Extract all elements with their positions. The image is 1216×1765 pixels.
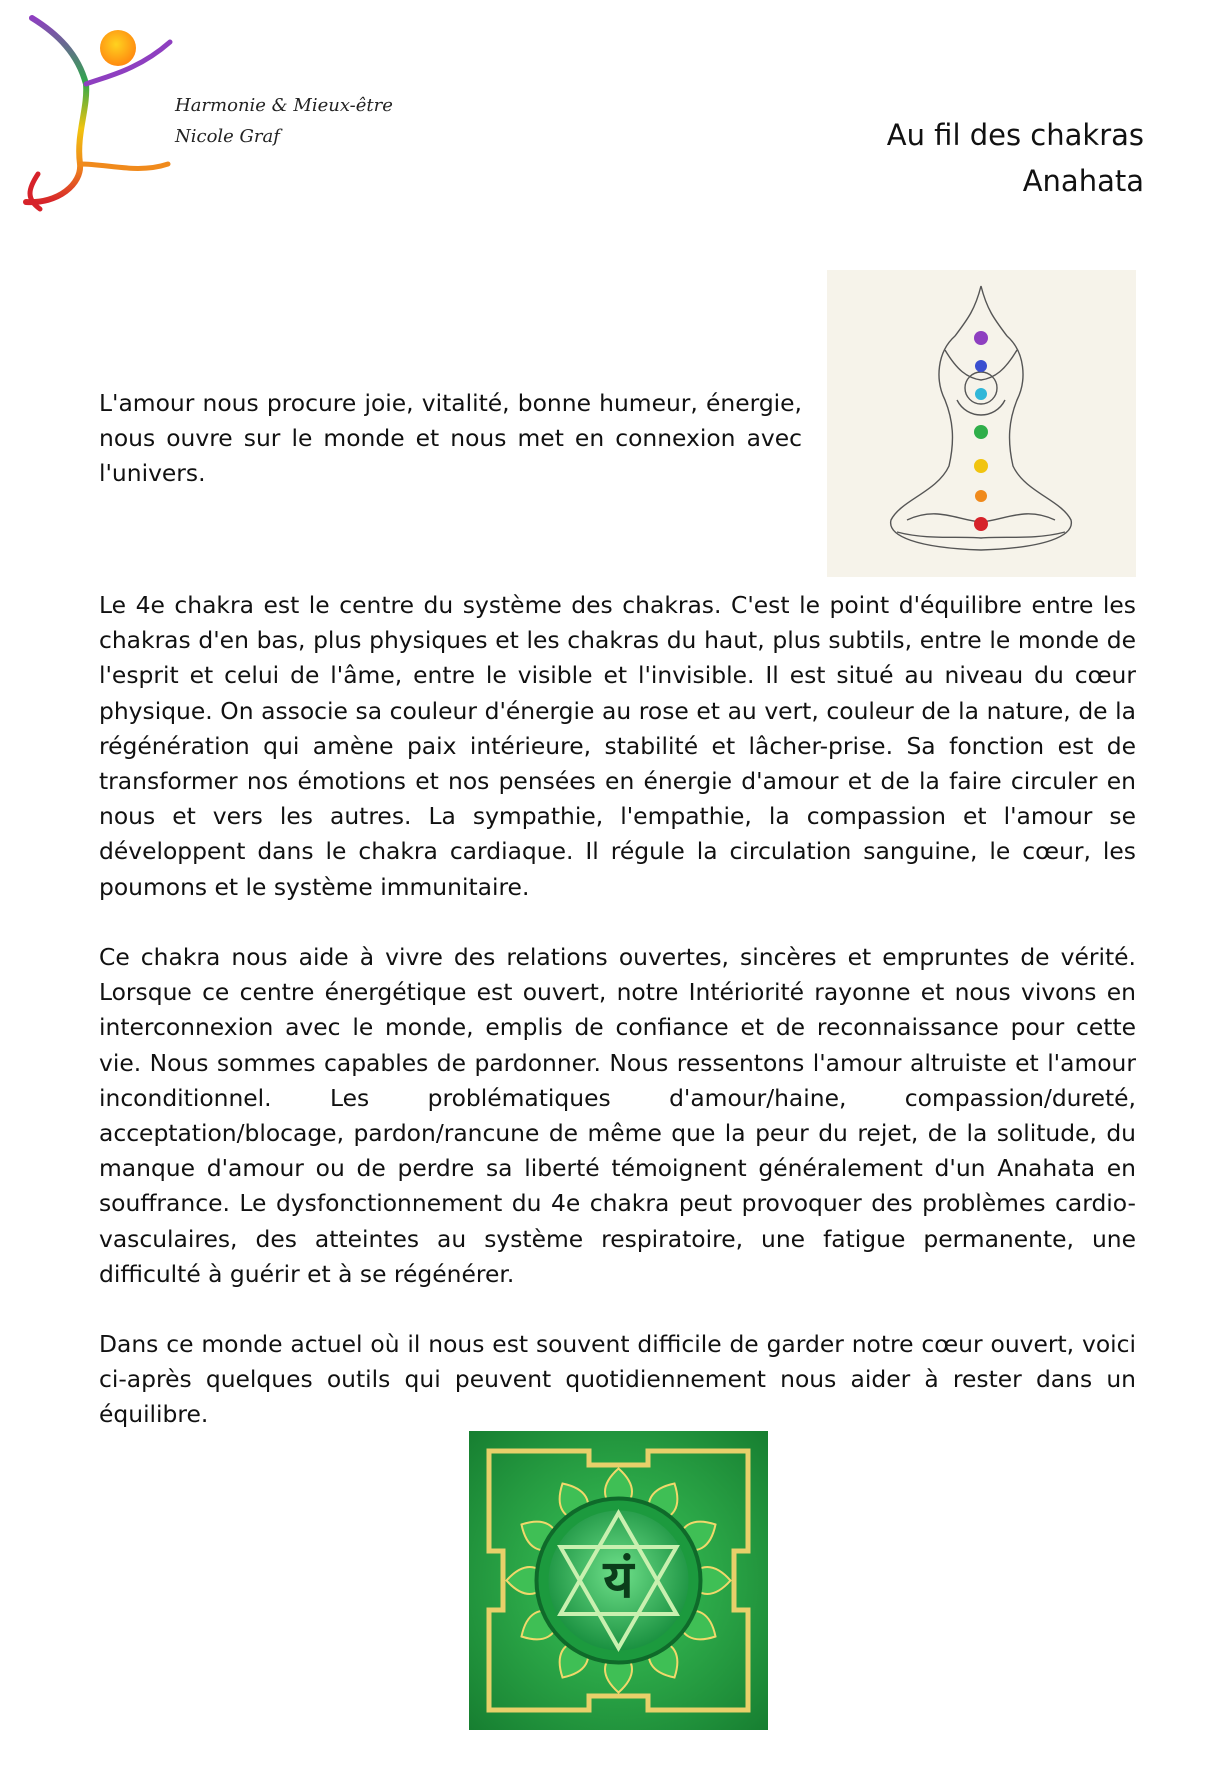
title-block [887,112,1144,204]
page-title: Au fil des chakras [886,118,1144,152]
paragraph-2: Ce chakra nous aide à vivre des relations ouvertes, sincères et empruntes de vérité. Lorsque ce centre énergétique est ouvert, notre Intériorité rayonne et nous vivons en interconnexion avec le monde, emplis de confiance et de reconnaissance pour cette vie. Nous sommes capables de pardonner. Nous ressentons l'amour altruiste et l'amour inconditionnel. Les problématiques d'amour/haine, compassion/dureté, acceptation/blocage, pardon/rancune de même que la peur du rejet, de la solitude, du manque d'amour ou de perdre sa liberté témoignent généralement d'un Anahata en souffrance. Le dysfonctionnement du 4e chakra peut provoquer des problèmes cardio-vasculaires, des atteintes au système respiratoire, une fatigue permanente, une difficulté à guérir et à se régénérer. [99,943,1136,1288]
page-subtitle: Anahata [1022,164,1144,198]
meditation-figure-image [827,270,1136,577]
paragraph-1: Le 4e chakra est le centre du système des chakras. C'est le point d'équilibre entre les chakras d'en bas, plus physiques et les chakras du haut, plus subtils, entre le monde de l'esprit et celui de l'âme, entre le visible et l'invisible. Il est situé au niveau du cœur physique. On associe sa couleur d'énergie au rose et au vert, couleur de la nature, de la régénération qui amène paix intérieure, stabilité et lâcher-prise. Sa fonction est de transformer nos émotions et nos pensées en énergie d'amour et de la faire circuler en nous et vers les autres. La sympathie, l'empathie, la compassion et l'amour se développent dans le chakra cardiaque. Il régule la circulation sanguine, le cœur, les poumons et le système immunitaire. [99,591,1136,901]
logo-dancing-figure [18,14,198,224]
org-name: Harmonie & Mieux-être [175,95,393,116]
mandala-glyph: यं [603,1550,634,1610]
org-block [175,90,393,152]
author-name: Nicole Graf [175,126,280,147]
anahata-mandala-image [469,1431,768,1730]
paragraph-3: Dans ce monde actuel où il nous est souvent difficile de garder notre cœur ouvert, voici ci-après quelques outils qui peuvent quotidiennement nous aider à rester dans un équilibre. [99,1330,1136,1429]
intro-paragraph: L'amour nous procure joie, vitalité, bonne humeur, énergie, nous ouvre sur le monde et nous met en connexion avec l'univers. [99,389,802,488]
